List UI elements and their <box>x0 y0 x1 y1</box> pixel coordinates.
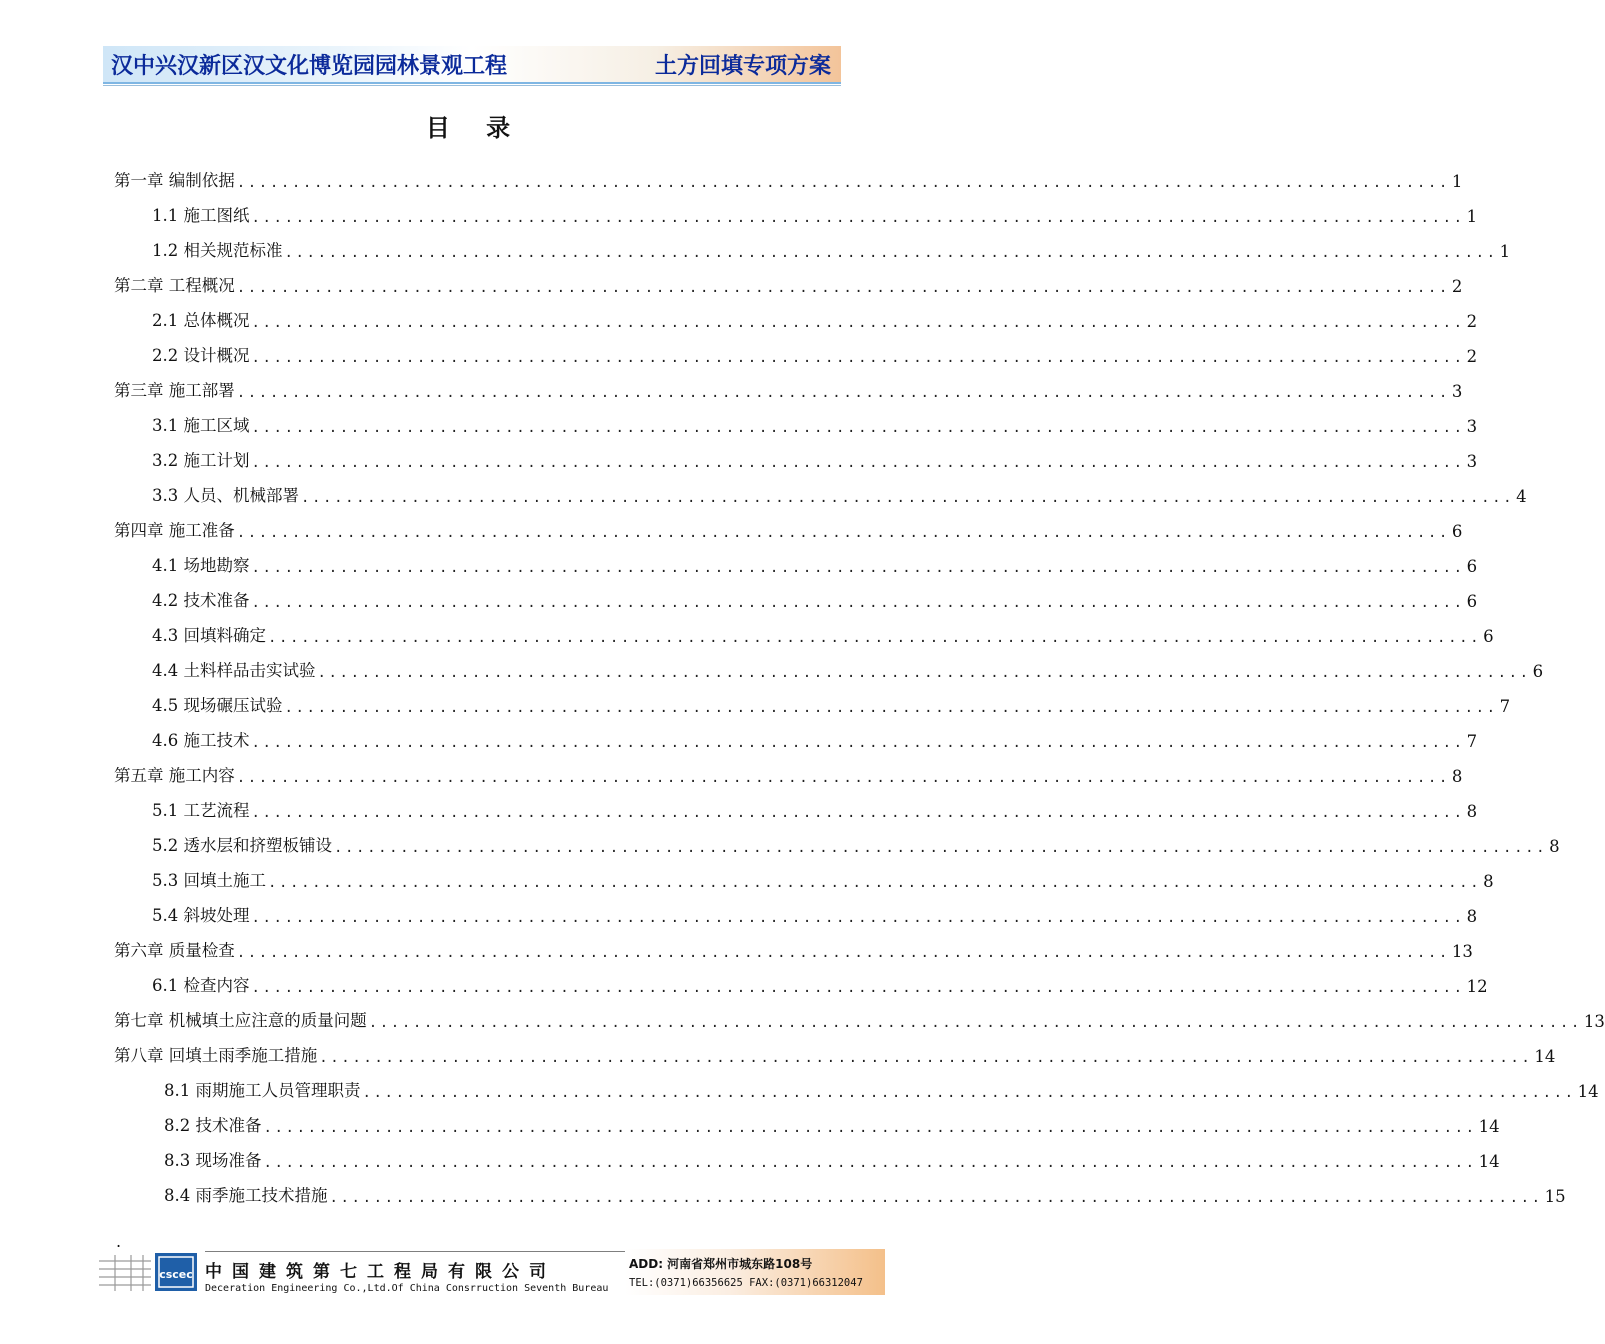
toc-leader: .............................................................................................................. <box>236 770 1450 786</box>
toc-entry[interactable] <box>114 1040 1556 1066</box>
toc-entry-label: 4.6 施工技术 <box>152 731 250 750</box>
toc-entry[interactable] <box>152 900 1478 926</box>
toc-entry-page: 3 <box>1451 382 1463 401</box>
toc-entry[interactable] <box>152 725 1478 751</box>
toc-entry[interactable] <box>152 235 1511 261</box>
toc-entry-page: 7 <box>1499 697 1511 716</box>
toc-entry-label: 8.3 现场准备 <box>164 1151 262 1170</box>
toc-entry-label: 8.1 雨期施工人员管理职责 <box>164 1081 361 1100</box>
toc-entry-page: 2 <box>1466 312 1478 331</box>
toc-leader: .............................................................................................................. <box>251 595 1465 611</box>
toc-entry-page: 2 <box>1451 277 1463 296</box>
toc-leader: .............................................................................................................. <box>301 490 1515 506</box>
toc-leader: .............................................................................................................. <box>362 1085 1576 1101</box>
toc-entry[interactable] <box>152 585 1478 611</box>
toc-entry-page: 13 <box>1451 942 1473 961</box>
toc-entry-label: 6.1 检查内容 <box>152 976 250 995</box>
toc-entry[interactable] <box>152 410 1478 436</box>
toc-entry-label: 2.1 总体概况 <box>152 311 250 330</box>
toc-entry[interactable] <box>152 200 1478 226</box>
toc-leader: .............................................................................................................. <box>263 1120 1477 1136</box>
toc-entry[interactable] <box>114 375 1463 401</box>
toc-heading: 目 录 <box>425 114 525 142</box>
toc-entry-page: 2 <box>1466 347 1478 366</box>
toc-entry[interactable] <box>114 760 1463 786</box>
toc-entry-label: 5.3 回填土施工 <box>152 871 266 890</box>
toc-entry-label: 8.4 雨季施工技术措施 <box>164 1186 328 1205</box>
toc-entry-page: 7 <box>1466 732 1478 751</box>
toc-entry[interactable] <box>152 340 1478 366</box>
toc-entry-label: 5.4 斜坡处理 <box>152 906 250 925</box>
toc-entry-label: 第二章 工程概况 <box>114 276 235 295</box>
toc-leader: .............................................................................................................. <box>236 280 1450 296</box>
company-phone-fax: TEL:(0371)66356625 FAX:(0371)66312047 <box>629 1277 863 1289</box>
toc-leader: .............................................................................................................. <box>251 980 1465 996</box>
toc-leader: .............................................................................................................. <box>251 420 1465 436</box>
toc-leader: .............................................................................................................. <box>251 350 1465 366</box>
toc-entry[interactable] <box>152 690 1511 716</box>
toc-entry-page: 14 <box>1478 1152 1500 1171</box>
toc-entry[interactable] <box>152 445 1478 471</box>
toc-entry[interactable] <box>114 165 1463 191</box>
toc-entry[interactable] <box>152 865 1494 891</box>
toc-entry-label: 第七章 机械填土应注意的质量问题 <box>114 1011 367 1030</box>
toc-entry-page: 13 <box>1583 1012 1605 1031</box>
toc-entry[interactable] <box>152 655 1544 681</box>
toc-entry-label: 第四章 施工准备 <box>114 521 235 540</box>
toc-entry-label: 3.3 人员、机械部署 <box>152 486 299 505</box>
toc-entry-page: 8 <box>1549 837 1560 856</box>
toc-leader: .............................................................................................................. <box>284 245 1498 261</box>
toc-entry-label: 5.2 透水层和挤塑板铺设 <box>152 836 332 855</box>
toc-entry-page: 1 <box>1499 242 1511 261</box>
toc-entry[interactable] <box>164 1075 1599 1101</box>
toc-leader: .............................................................................................................. <box>268 630 1482 646</box>
toc-leader: .............................................................................................................. <box>236 525 1450 541</box>
toc-entry[interactable] <box>114 1005 1605 1031</box>
company-name-en: Deceration Engineering Co.,Ltd.Of China Consrruction Seventh Bureau <box>205 1283 609 1294</box>
toc-entry-label: 4.3 回填料确定 <box>152 626 266 645</box>
toc-entry-page: 8 <box>1483 872 1494 891</box>
toc-entry-page: 4 <box>1516 487 1527 506</box>
toc-leader: .............................................................................................................. <box>236 175 1450 191</box>
toc-entry[interactable] <box>164 1110 1500 1136</box>
toc-entry-page: 6 <box>1451 522 1463 541</box>
toc-leader: .............................................................................................................. <box>251 560 1465 576</box>
toc-entry-label: 1.1 施工图纸 <box>152 206 250 225</box>
toc-entry-page: 1 <box>1466 207 1478 226</box>
toc-entry[interactable] <box>164 1145 1500 1171</box>
toc-leader: .............................................................................................................. <box>334 840 1548 856</box>
toc-leader: .............................................................................................................. <box>236 945 1450 961</box>
toc-entry-page: 14 <box>1534 1047 1556 1066</box>
toc-entry-page: 1 <box>1451 172 1463 191</box>
toc-entry-label: 第一章 编制依据 <box>114 171 235 190</box>
toc-entry[interactable] <box>114 935 1473 961</box>
toc-entry-page: 6 <box>1532 662 1544 681</box>
company-address: ADD: 河南省郑州市城东路108号 <box>629 1257 813 1271</box>
page-footer <box>95 1249 885 1295</box>
toc-entry[interactable] <box>152 305 1478 331</box>
trailing-mark: . <box>116 1232 122 1251</box>
page-header <box>103 46 841 84</box>
company-logo <box>95 1249 203 1295</box>
toc-entry-page: 12 <box>1466 977 1488 996</box>
toc-entry[interactable] <box>164 1180 1566 1206</box>
toc-leader: .............................................................................................................. <box>251 910 1465 926</box>
toc-entry-label: 5.1 工艺流程 <box>152 801 250 820</box>
footer-contact <box>625 1249 885 1295</box>
toc-leader: .............................................................................................................. <box>319 1050 1533 1066</box>
toc-leader: .............................................................................................................. <box>317 665 1531 681</box>
document-title: 土方回填专项方案 <box>654 54 831 79</box>
toc-leader: .............................................................................................................. <box>329 1190 1543 1206</box>
project-title: 汉中兴汉新区汉文化博览园园林景观工程 <box>111 54 508 79</box>
toc-leader: .............................................................................................................. <box>251 735 1465 751</box>
toc-entry-page: 3 <box>1466 417 1478 436</box>
toc-entry-page: 14 <box>1478 1117 1500 1136</box>
toc-entry[interactable] <box>114 515 1463 541</box>
toc-entry-label: 第八章 回填土雨季施工措施 <box>114 1046 318 1065</box>
toc-entry-label: 4.1 场地勘察 <box>152 556 250 575</box>
toc-entry[interactable] <box>114 270 1463 296</box>
toc-entry-page: 6 <box>1466 557 1478 576</box>
toc-entry-page: 6 <box>1466 592 1478 611</box>
toc-entry-label: 2.2 设计概况 <box>152 346 250 365</box>
toc-leader: .............................................................................................................. <box>251 315 1465 331</box>
toc-leader: .............................................................................................................. <box>284 700 1498 716</box>
company-name-cn: 中国建筑第七工程局有限公司 <box>205 1262 556 1282</box>
toc-leader: .............................................................................................................. <box>236 385 1450 401</box>
toc-entry[interactable] <box>152 830 1560 856</box>
toc-entry-page: 8 <box>1466 802 1478 821</box>
toc-entry-label: 1.2 相关规范标准 <box>152 241 283 260</box>
footer-company <box>205 1253 615 1295</box>
toc-entry[interactable] <box>152 970 1488 996</box>
svg-text:cscec: cscec <box>159 1268 193 1281</box>
toc-entry-label: 4.4 土料样品击实试验 <box>152 661 316 680</box>
header-divider <box>103 85 841 86</box>
toc-entry-label: 3.2 施工计划 <box>152 451 250 470</box>
toc-leader: .............................................................................................................. <box>251 455 1465 471</box>
toc-entry-label: 4.2 技术准备 <box>152 591 250 610</box>
toc-entry-label: 第三章 施工部署 <box>114 381 235 400</box>
toc-entry-page: 15 <box>1544 1187 1566 1206</box>
toc-entry-label: 8.2 技术准备 <box>164 1116 262 1135</box>
toc-entry[interactable] <box>152 550 1478 576</box>
toc-entry-page: 8 <box>1466 907 1478 926</box>
toc-entry-label: 第五章 施工内容 <box>114 766 235 785</box>
toc-leader: .............................................................................................................. <box>251 805 1465 821</box>
toc-leader: .............................................................................................................. <box>263 1155 1477 1171</box>
toc-leader: .............................................................................................................. <box>251 210 1465 226</box>
toc-entry-page: 6 <box>1483 627 1494 646</box>
toc-entry[interactable] <box>152 795 1478 821</box>
toc-entry[interactable] <box>152 480 1527 506</box>
toc-entry-page: 3 <box>1466 452 1478 471</box>
toc-leader: .............................................................................................................. <box>268 875 1482 891</box>
toc-entry[interactable] <box>152 620 1494 646</box>
toc-entry-label: 4.5 现场碾压试验 <box>152 696 283 715</box>
toc-entry-page: 14 <box>1577 1082 1599 1101</box>
toc-leader: .............................................................................................................. <box>368 1015 1582 1031</box>
toc-entry-label: 第六章 质量检查 <box>114 941 235 960</box>
toc-entry-label: 3.1 施工区域 <box>152 416 250 435</box>
toc-entry-page: 8 <box>1451 767 1463 786</box>
